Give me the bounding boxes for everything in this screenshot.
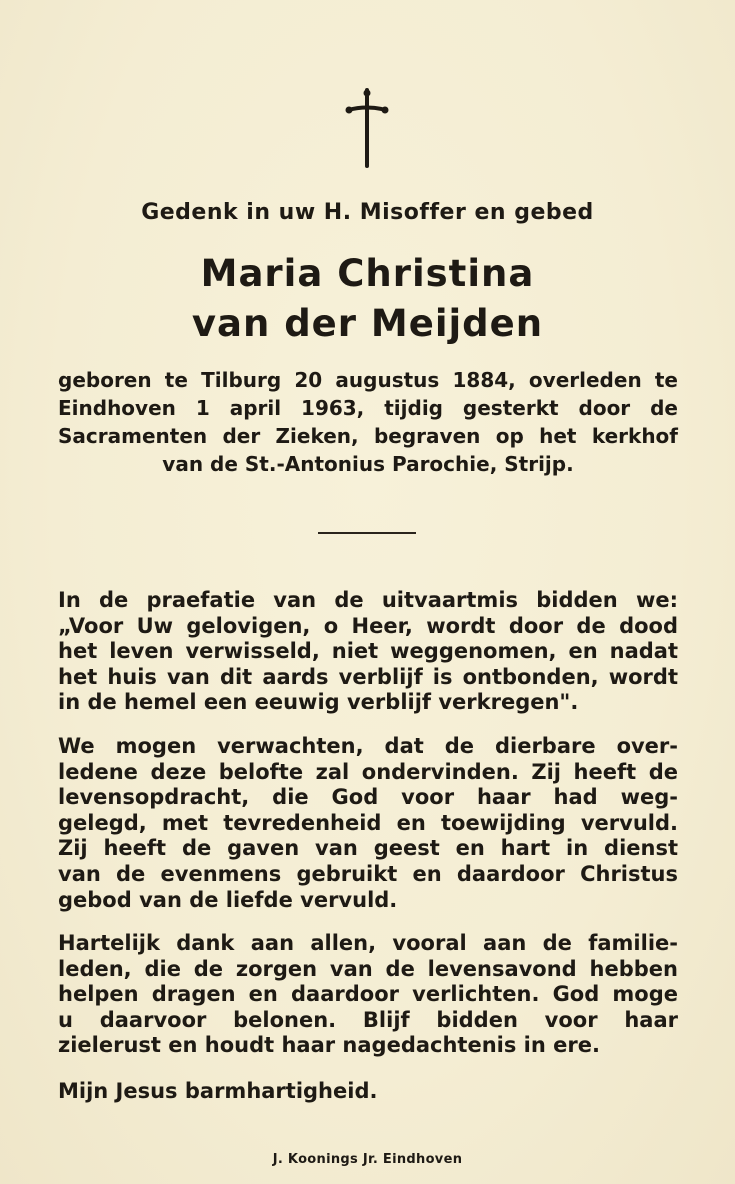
text-line: u daarvoor belonen. Blijf bidden voor haar xyxy=(58,1007,678,1032)
biography xyxy=(58,366,678,478)
text-line: ledene deze belofte zal ondervinden. Zij heeft de xyxy=(58,759,678,784)
intro-line: Gedenk in uw H. Misoffer en gebed xyxy=(141,200,594,225)
text-line: helpen dragen en daardoor verlichten. God moge xyxy=(58,982,678,1007)
bio-line: geboren te Tilburg 20 augustus 1884, overleden te xyxy=(58,368,678,392)
paragraph-thanks xyxy=(58,931,678,1059)
text-line: gelegd, met tevredenheid en toewijding vervuld. xyxy=(58,810,678,835)
text-line: het leven verwisseld, niet weggenomen, en nadat xyxy=(58,639,678,664)
deceased-name-first: Maria Christina xyxy=(200,252,535,295)
text-line: „Voor Uw gelovigen, o Heer, wordt door de dood xyxy=(58,613,678,638)
paragraph-tribute xyxy=(58,734,678,913)
printer-imprint: J. Koonings Jr. Eindhoven xyxy=(272,1152,463,1167)
text-line: Zij heeft de gaven van geest en hart in dienst xyxy=(58,836,678,861)
text-line: Hartelijk dank aan allen, vooral aan de familie- xyxy=(58,931,678,955)
text-line: In de praefatie van de uitvaartmis bidden we: xyxy=(58,588,678,612)
text-line: Mijn Jesus barmhartigheid. xyxy=(58,1079,378,1103)
paragraph-closing-prayer xyxy=(58,1079,678,1105)
text-line: zielerust en houdt haar nagedachtenis in ere. xyxy=(58,1033,600,1058)
text-line: het huis van dit aards verblijf is ontbonden, wordt xyxy=(58,664,678,689)
deceased-name-last: van der Meijden xyxy=(191,302,544,345)
text-line: levensopdracht, die God voor haar had weg- xyxy=(58,785,678,810)
text-line: gebod van de liefde vervuld. xyxy=(58,887,398,912)
bio-line: Sacramenten der Zieken, begraven op het kerkhof xyxy=(58,424,678,448)
text-line: in de hemel een eeuwig verblijf verkregen". xyxy=(58,690,579,715)
text-line: van de evenmens gebruikt en daardoor Christus xyxy=(58,861,678,886)
cross-icon xyxy=(345,88,389,168)
divider xyxy=(318,532,416,534)
bio-line: van de St.-Antonius Parochie, Strijp. xyxy=(162,452,574,476)
paragraph-prayer xyxy=(58,588,678,716)
text-line: We mogen verwachten, dat de dierbare over- xyxy=(58,734,678,758)
bio-line: Eindhoven 1 april 1963, tijdig gesterkt door de xyxy=(58,396,678,420)
text-line: leden, die de zorgen van de levensavond hebben xyxy=(58,956,678,981)
